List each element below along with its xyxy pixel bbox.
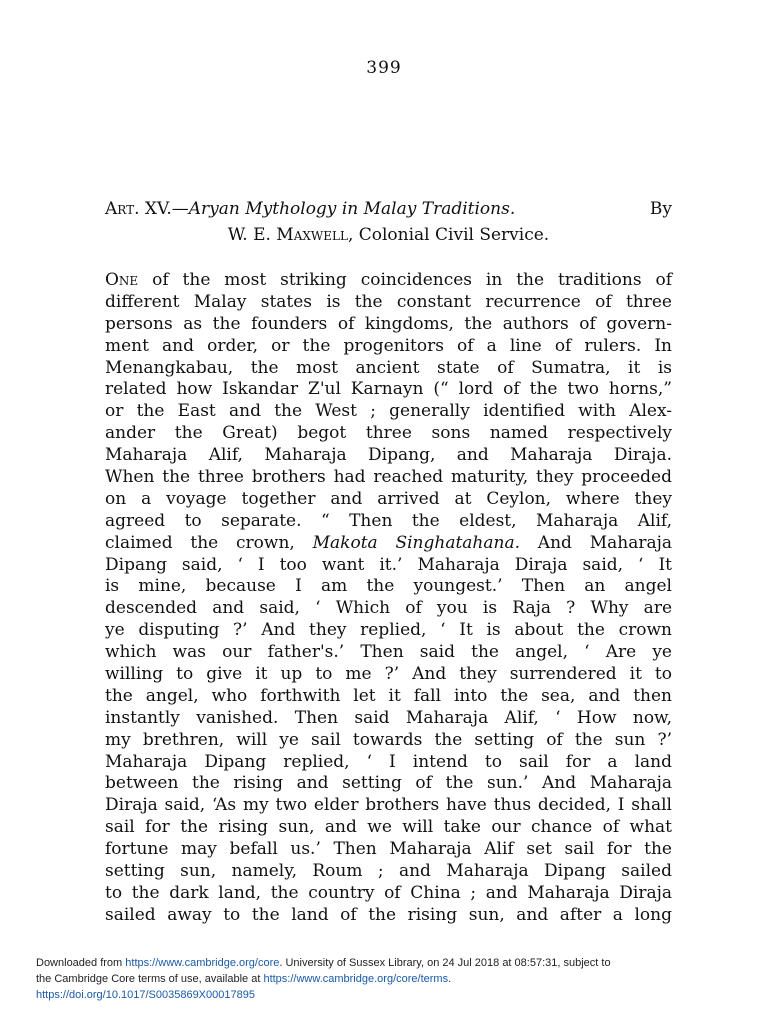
cambridge-core-link[interactable]: https://www.cambridge.org/core [125,957,280,969]
body-line: sail for the rising sun, and we will take our chance of what [105,817,672,838]
body-line: sailed away to the land of the rising sun, and after a long [105,904,672,925]
by-label: By [649,199,672,219]
body-line: descended and said, ‘ Which of you is Raja ? Why are [105,598,672,619]
body-line: Menangkabau, the most ancient state of Sumatra, it is [105,357,672,378]
footer-prefix: Downloaded from [36,957,126,969]
footer-middle: . University of Sussex Library, on 24 Jul 2018 at 08:57:31, subject to [279,957,611,969]
body-line: setting sun, namely, Roum ; and Maharaja Dipang sailed [105,861,672,882]
article-heading [105,196,672,248]
body-line: to the dark land, the country of China ; and Maharaja Diraja [105,882,672,903]
body-line: persons as the founders of kingdoms, the authors of govern- [105,313,672,334]
title-dash: — [171,199,189,219]
body-line [105,270,672,292]
author-name: W. E. Maxwell, [227,225,354,245]
body-line: fortune may befall us.’ Then Maharaja Alif set sail for the [105,839,672,860]
body-line: Maharaja Dipang replied, ‘ I intend to sail for a land [105,751,672,772]
body-line-text: And Maharaja [520,532,672,553]
article-title-main [105,196,515,222]
body-line-text: of the most striking coincidences in the traditions of [138,270,672,290]
body-line: ander the Great) begot three sons named respectively [105,423,672,444]
footer-line2-prefix: the Cambridge Core terms of use, available at [36,973,264,985]
terms-link[interactable]: https://www.cambridge.org/core/terms [263,973,449,985]
body-line: or the East and the West ; generally identified with Alex- [105,401,672,422]
download-footer [36,955,756,1003]
author-line [105,222,672,248]
body-line: ment and order, or the progenitors of a line of rulers. In [105,335,672,356]
body-line: related how Iskandar Z'ul Karnayn (“ lord of the two horns,” [105,379,672,400]
body-line: is mine, because I am the youngest.’ Then an angel [105,576,672,597]
footer-line-2 [36,971,756,987]
first-word: One [105,270,139,290]
body-line: which was our father's.’ Then said the angel, ‘ Are ye [105,642,672,663]
body-line: When the three brothers had reached maturity, they proceeded [105,467,672,488]
body-line: my brethren, will ye sail towards the setting of the sun ?’ [105,729,672,750]
body-line: Diraja said, ‘As my two elder brothers have thus decided, I shall [105,795,672,816]
body-line: ye disputing ?’ And they replied, ‘ It is about the crown [105,620,672,641]
article-title-line [105,196,672,222]
body-line [105,533,672,555]
body-line: instantly vanished. Then said Maharaja Alif, ‘ How now, [105,707,672,728]
body-line-text: claimed the crown, [105,532,313,553]
article-title: Aryan Mythology in Malay Traditions. [188,199,516,219]
body-line: agreed to separate. “ Then the eldest, Maharaja Alif, [105,510,672,531]
footer-line-3 [36,987,756,1003]
footer-line2-suffix: . [448,973,452,985]
body-line: Maharaja Alif, Maharaja Dipang, and Maharaja Diraja. [105,445,672,466]
doi-link[interactable]: https://doi.org/10.1017/S0035869X00017895 [36,989,255,1001]
body-line: different Malay states is the constant recurrence of three [105,291,672,312]
body-line: willing to give it up to me ?’ And they surrendered it to [105,664,672,685]
page-number: 399 [366,58,402,78]
body-line: Dipang said, ‘ I too want it.’ Maharaja Diraja said, ‘ It [105,554,672,575]
body-line: the angel, who forthwith let it fall into the sea, and then [105,685,672,706]
art-label: Art. [105,199,140,219]
author-affiliation: Colonial Civil Service. [358,225,550,245]
footer-line-1 [36,955,756,971]
body-line: on a voyage together and arrived at Ceylon, where they [105,488,672,509]
italic-phrase: Makota Singhatahana. [312,532,520,553]
body-text [105,270,672,927]
art-number: XV. [144,199,172,219]
body-line: between the rising and setting of the sun.’ And Maharaja [105,773,672,794]
